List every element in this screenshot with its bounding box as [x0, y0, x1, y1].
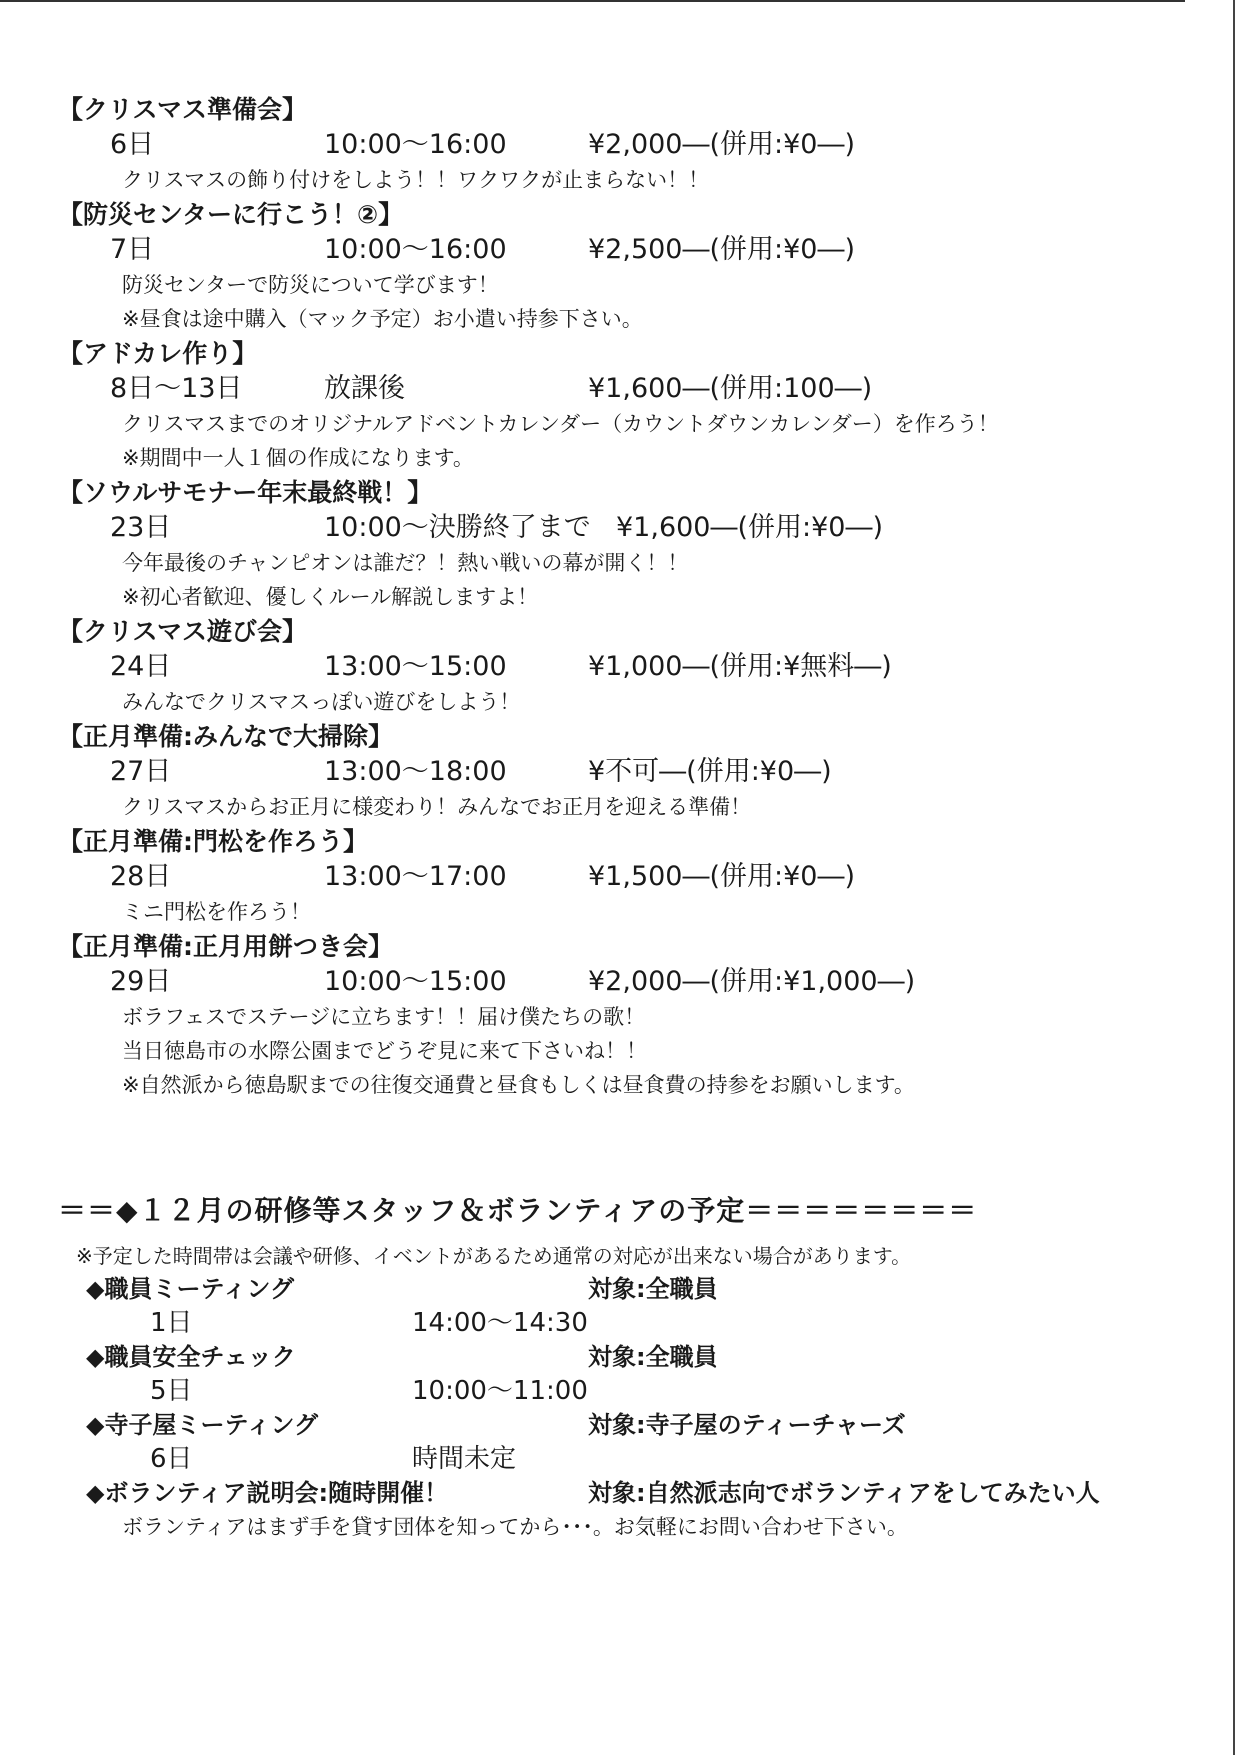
staff-item-date: 6日 [150, 1444, 193, 1474]
staff-item-name: ◆職員ミーティング [86, 1275, 295, 1303]
event-price: ¥1,000―(併用:¥無料―) [588, 651, 892, 682]
event-soul-summoner [58, 475, 1218, 614]
event-date: 27日 [110, 756, 172, 787]
event-price: ¥2,500―(併用:¥0―) [588, 234, 855, 265]
staff-item-name: ◆職員安全チェック [86, 1343, 296, 1371]
staff-item-time: 10:00〜11:00 [412, 1376, 588, 1406]
event-title: 【アドカレ作り】 [58, 339, 258, 368]
event-christmas-games [58, 614, 1218, 719]
staff-item-heading [58, 1476, 1218, 1510]
event-new-year-cleaning [58, 719, 1218, 824]
event-date: 23日 [110, 512, 172, 543]
event-mochitsuki [58, 929, 1218, 1102]
staff-item-heading [58, 1340, 1218, 1374]
staff-item-name: ◆寺子屋ミーティング [86, 1411, 319, 1439]
event-note: ボラフェスでステージに立ちます！！届け僕たちの歌！ [122, 1005, 646, 1029]
staff-item-time: 14:00〜14:30 [412, 1308, 588, 1338]
event-title: 【正月準備:門松を作ろう】 [58, 827, 368, 856]
event-schedule-line [58, 754, 1218, 790]
event-note: 今年最後のチャンピオンは誰だ？！熱い戦いの幕が開く！！ [122, 551, 689, 575]
event-price: ¥1,500―(併用:¥0―) [588, 861, 855, 892]
event-note: 防災センターで防災について学びます！ [122, 273, 499, 297]
event-title: 【正月準備:正月用餅つき会】 [58, 932, 393, 961]
staff-section-note: ※予定した時間帯は会議や研修、イベントがあるため通常の対応が出来ない場合があります。 [76, 1244, 912, 1268]
staff-item-name: ◆ボランティア説明会:随時開催！ [86, 1479, 449, 1507]
event-note: ※昼食は途中購入（マック予定）お小遣い持参下さい。 [122, 307, 643, 331]
event-time: 10:00〜16:00 [324, 129, 507, 160]
schedule-document [58, 92, 1218, 1544]
event-note: みんなでクリスマスっぽい遊びをしよう！ [122, 690, 521, 714]
event-time: 13:00〜17:00 [324, 861, 507, 892]
event-time: 13:00〜18:00 [324, 756, 507, 787]
event-date: 6日 [110, 129, 155, 160]
staff-item-desc: ボランティアはまず手を貸す団体を知ってから･･･。お気軽にお問い合わせ下さい。 [122, 1515, 908, 1539]
event-title: 【防災センターに行こう！②】 [58, 200, 404, 229]
staff-item-schedule [58, 1442, 1218, 1476]
event-note: ※自然派から徳島駅までの往復交通費と昼食もしくは昼食費の持参をお願いします。 [122, 1073, 915, 1097]
event-time: 10:00〜決勝終了まで [324, 512, 591, 543]
event-schedule-line [58, 371, 1218, 407]
event-note: ※初心者歓迎、優しくルール解説しますよ！ [122, 585, 539, 609]
right-border-line [1233, 0, 1235, 1755]
event-date: 28日 [110, 861, 172, 892]
staff-item-target: 対象:寺子屋のティーチャーズ [588, 1411, 906, 1439]
event-note: クリスマスの飾り付けをしよう！！ワクワクが止まらない！！ [122, 168, 710, 192]
staff-item-time: 時間未定 [412, 1444, 517, 1474]
event-schedule-line [58, 859, 1218, 895]
event-price: ¥不可―(併用:¥0―) [588, 756, 832, 787]
event-time: 10:00〜16:00 [324, 234, 507, 265]
event-note: 当日徳島市の水際公園までどうぞ見に来て下さいね！！ [122, 1039, 647, 1063]
staff-item-schedule [58, 1306, 1218, 1340]
event-title: 【クリスマス遊び会】 [58, 617, 308, 646]
event-schedule-line [58, 649, 1218, 685]
event-time: 放課後 [324, 373, 405, 404]
staff-item-target: 対象:全職員 [588, 1275, 718, 1303]
event-kadomatsu [58, 824, 1218, 929]
event-title: 【クリスマス準備会】 [58, 95, 308, 124]
staff-item-target: 対象:全職員 [588, 1343, 718, 1371]
staff-item-date: 1日 [150, 1308, 193, 1338]
staff-item-schedule [58, 1374, 1218, 1408]
staff-item-target: 対象:自然派志向でボランティアをしてみたい人 [588, 1479, 1100, 1507]
event-time: 13:00〜15:00 [324, 651, 507, 682]
event-advent-calendar [58, 336, 1218, 475]
event-date: 24日 [110, 651, 172, 682]
event-date: 29日 [110, 966, 172, 997]
event-note: ※期間中一人１個の作成になります。 [122, 446, 474, 470]
event-disaster-center [58, 197, 1218, 336]
event-time: 10:00〜15:00 [324, 966, 507, 997]
event-price: ¥1,600―(併用:100―) [588, 373, 873, 404]
staff-item-heading [58, 1408, 1218, 1442]
event-title: 【ソウルサモナー年末最終戦！】 [58, 478, 433, 507]
event-schedule-line [58, 127, 1218, 163]
top-border-line [0, 0, 1185, 2]
event-price: ¥2,000―(併用:¥0―) [588, 129, 855, 160]
event-title: 【正月準備:みんなで大掃除】 [58, 722, 393, 751]
event-date: 7日 [110, 234, 155, 265]
staff-item-date: 5日 [150, 1376, 193, 1406]
event-note: クリスマスからお正月に様変わり！みんなでお正月を迎える準備！ [122, 795, 752, 819]
staff-section-title: ＝＝◆１２月の研修等スタッフ＆ボランティアの予定＝＝＝＝＝＝＝＝ [58, 1194, 978, 1227]
event-date: 8日〜13日 [110, 373, 243, 404]
staff-item-heading [58, 1272, 1218, 1306]
event-price: ¥2,000―(併用:¥1,000―) [588, 966, 916, 997]
event-christmas-prep [58, 92, 1218, 197]
event-schedule-line [58, 510, 1218, 546]
event-schedule-line [58, 964, 1218, 1000]
event-note: ミニ門松を作ろう！ [122, 900, 311, 924]
event-schedule-line [58, 232, 1218, 268]
event-price: ¥1,600―(併用:¥0―) [616, 512, 883, 543]
event-note: クリスマスまでのオリジナルアドベントカレンダー（カウントダウンカレンダー）を作ろう！ [122, 412, 999, 436]
